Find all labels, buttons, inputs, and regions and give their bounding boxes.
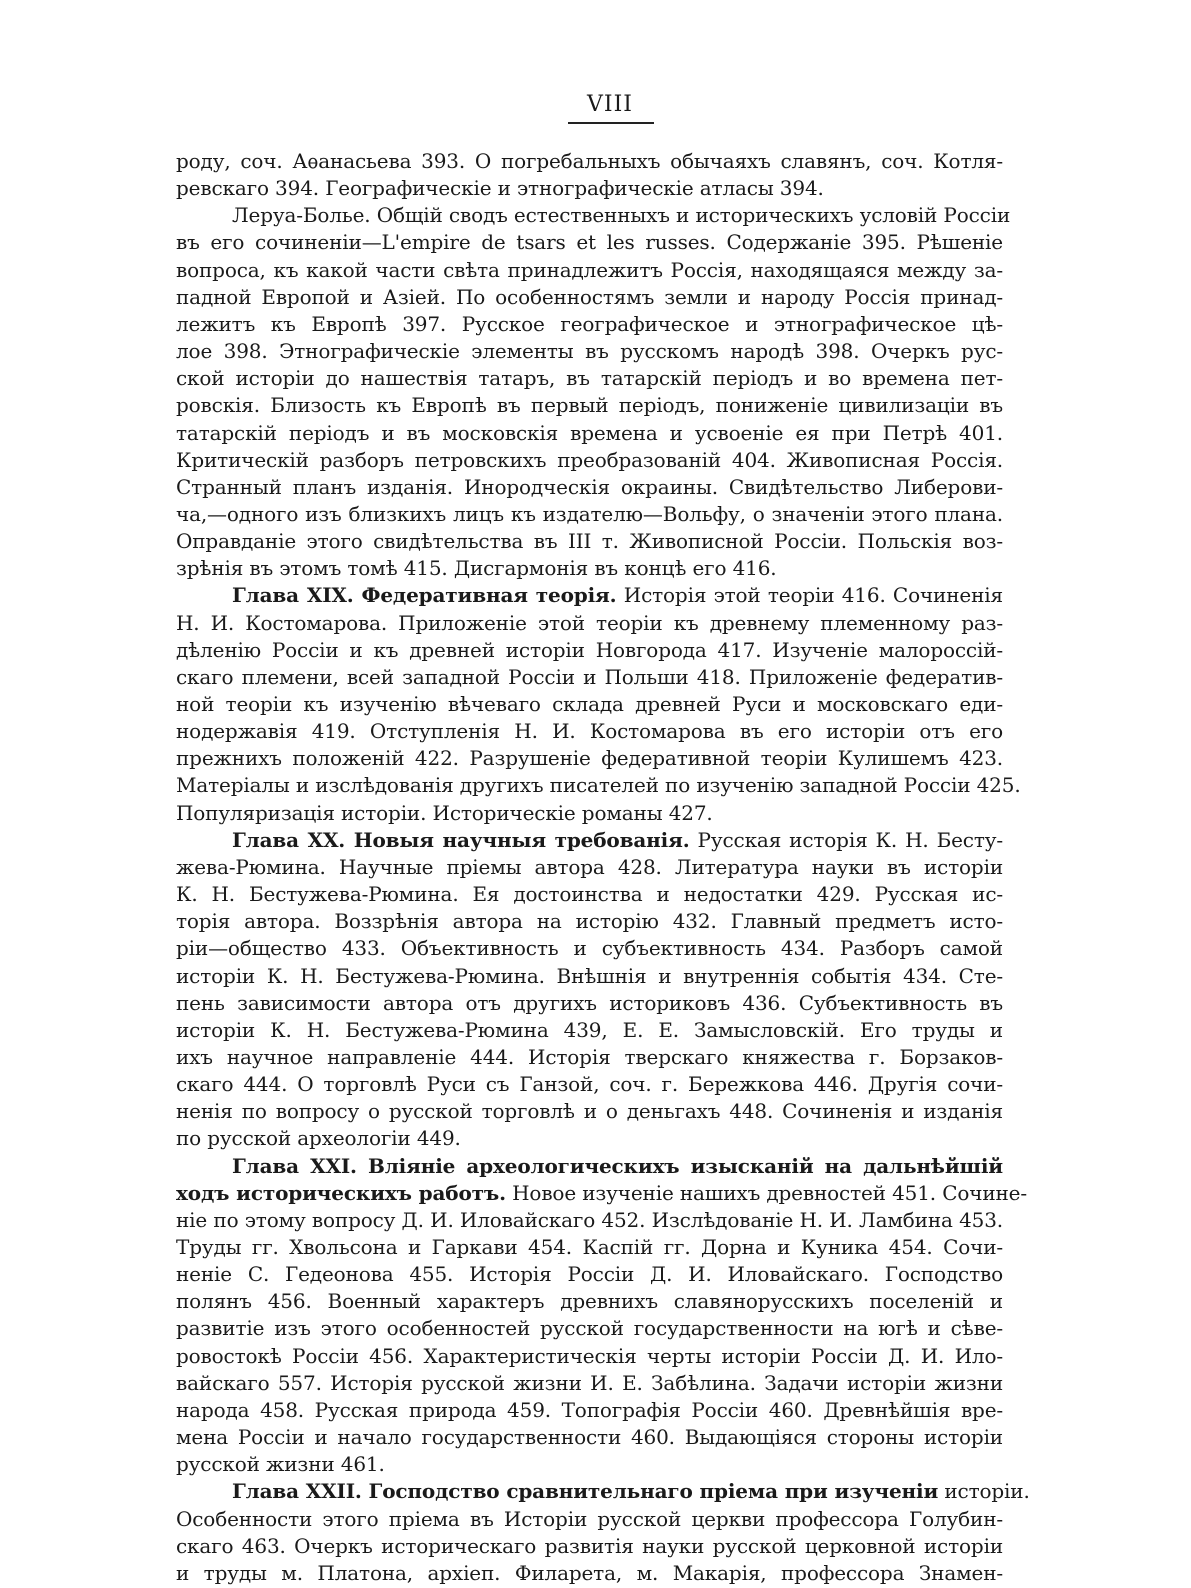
line-text: Труды гг. Хвольсона и Гаркави 454. Каспій гг. Дорна и Куника 454. Сочи- [176, 1235, 1003, 1259]
line-text: Оправданіе этого свидѣтельства въ III т. Живописной Россіи. Польскія воз- [176, 529, 1003, 554]
line-text: пень зависимости автора отъ другихъ историковъ 436. Субъективность въ [176, 990, 1003, 1015]
text-line [176, 1343, 1003, 1370]
text-line [176, 1261, 1003, 1288]
text-line [176, 1071, 1003, 1098]
line-text: нодержавія 419. Отступленія Н. И. Костомарова въ его исторіи отъ его [176, 719, 1003, 744]
line-text: Популяризація исторіи. Историческіе романы 427. [176, 800, 713, 825]
text-line [176, 555, 1003, 582]
line-text: Русская исторія К. Н. Бесту- [689, 827, 1003, 852]
text-line [176, 1506, 1003, 1533]
line-text: ровостокѣ Россіи 456. Характеристическія черты исторіи Россіи Д. И. Ило- [176, 1343, 1003, 1368]
line-text: скаго 463. Очеркъ историческаго развитія науки русской церковной исторіи [176, 1533, 1003, 1558]
chapter-heading-line [232, 827, 1003, 854]
text-line [176, 1234, 1003, 1261]
text-line [176, 229, 1003, 256]
chapter-title: Глава XX. Новыя научныя требованія. [232, 827, 690, 852]
text-line [176, 1424, 1003, 1451]
text-line [176, 1370, 1003, 1397]
text-line [176, 392, 1003, 419]
text-line [176, 338, 1003, 365]
text-line [176, 420, 1003, 447]
text-line [176, 1207, 1003, 1234]
text-line [176, 1397, 1003, 1424]
text-line [176, 935, 1003, 962]
line-text: ской исторіи до нашествія татаръ, въ татарскій періодъ и во времена пет- [176, 366, 1003, 391]
text-line [176, 175, 1003, 202]
page-number-rule [568, 122, 654, 124]
text-line [176, 1098, 1003, 1125]
text-line [176, 610, 1003, 637]
line-text: жева-Рюмина. Научные пріемы автора 428. Литература науки въ исторіи [176, 854, 1003, 879]
chapter-title: ходъ историческихъ работъ. [176, 1180, 506, 1205]
line-text: Леруа-Болье. Общій сводъ естественныхъ и историческихъ условій Россіи [232, 203, 1011, 228]
text-line [176, 908, 1003, 935]
line-text: роду, соч. Аѳанасьева 393. О погребальныхъ обычаяхъ славянъ, соч. Котля- [176, 149, 1003, 173]
text-line [176, 718, 1003, 745]
line-text: вайскаго 557. Исторія русской жизни И. Е. Забѣлина. Задачи исторіи жизни [176, 1370, 1003, 1395]
line-text: ной теоріи къ изученію вѣчеваго склада древней Руси и московскаго еди- [176, 692, 1003, 716]
text-line [176, 800, 1003, 827]
line-text: неніе С. Гедеонова 455. Исторія Россіи Д. И. Иловайскаго. Господство [176, 1262, 1003, 1287]
text-line [176, 1533, 1003, 1560]
line-text: русской жизни 461. [176, 1452, 385, 1477]
line-text: ніе по этому вопросу Д. И. Иловайскаго 452. Изслѣдованіе Н. И. Ламбина 453. [176, 1207, 1003, 1232]
line-text: ріи—общество 433. Объективность и субъективность 434. Разборъ самой [176, 936, 1003, 961]
chapter-title: Глава XXII. Господство сравнительнаго пріема при изученіи [232, 1479, 939, 1504]
text-line [176, 691, 1003, 718]
line-text: Особенности этого пріема въ Исторіи русской церкви профессора Голубин- [176, 1506, 1003, 1531]
text-line [176, 854, 1003, 881]
line-text: развитіе изъ этого особенностей русской государственности на югѣ и сѣве- [176, 1316, 1003, 1341]
text-line [176, 148, 1003, 175]
text-line [232, 202, 1011, 229]
text-line [176, 1017, 1003, 1044]
line-text: ненія по вопросу о русской торговлѣ и о деньгахъ 448. Сочиненія и изданія [176, 1099, 1003, 1124]
line-text: дѣленію Россіи и къ древней исторіи Новгорода 417. Изученіе малороссій- [176, 637, 1003, 662]
line-text: ча,—одного изъ близкихъ лицъ къ издателю—Вольфу, о значеніи этого плана. [176, 501, 1003, 526]
line-text: ревскаго 394. Географическіе и этнографическіе атласы 394. [176, 176, 824, 201]
chapter-title: Глава XXI. Вліяніе археологическихъ изысканій на дальнѣйшій [232, 1153, 1003, 1178]
line-text: зрѣнія въ этомъ томѣ 415. Дисгармонія въ концѣ его 416. [176, 556, 777, 581]
line-text: скаго 444. О торговлѣ Руси съ Ганзой, соч. г. Бережкова 446. Другія сочи- [176, 1072, 1003, 1097]
line-text: татарскій періодъ и въ московскія времена и усвоеніе ея при Петрѣ 401. [176, 420, 1003, 445]
text-line [176, 447, 1003, 474]
line-text: Н. И. Костомарова. Приложеніе этой теоріи къ древнему племенному раз- [176, 610, 1003, 635]
line-text: прежнихъ положеній 422. Разрушеніе федеративной теоріи Кулишемъ 423. [176, 746, 1003, 771]
line-text: по русской археологіи 449. [176, 1126, 461, 1151]
line-text: падной Европой и Азіей. По особенностямъ земли и народу Россія принад- [176, 284, 1003, 309]
text-line [176, 257, 1003, 284]
text-line [176, 365, 1003, 392]
line-text: народа 458. Русская природа 459. Топографія Россіи 460. Древнѣйшія вре- [176, 1397, 1003, 1422]
text-line [176, 1125, 1003, 1152]
line-text: полянъ 456. Военный характеръ древнихъ славянорусскихъ поселеній и [176, 1289, 1003, 1314]
text-line [176, 1288, 1003, 1315]
line-text: Исторія этой теоріи 416. Сочиненія [616, 583, 1003, 608]
line-text: исторіи. [938, 1479, 1030, 1504]
line-text: Новое изученіе нашихъ древностей 451. Сочине- [505, 1180, 1027, 1205]
text-line [176, 745, 1003, 772]
text-line [176, 528, 1003, 555]
chapter-heading-line [176, 1180, 1027, 1207]
line-text: мена Россіи и начало государственности 460. Выдающіяся стороны исторіи [176, 1425, 1003, 1450]
chapter-title: Глава XIX. Федеративная теорія. [232, 583, 617, 608]
line-text: лое 398. Этнографическіе элементы въ русскомъ народѣ 398. Очеркъ рус- [176, 339, 1003, 364]
line-text: вопроса, къ какой части свѣта принадлежитъ Россія, находящаяся между за- [176, 257, 1003, 282]
chapter-heading-line [232, 1153, 1003, 1180]
text-line [176, 990, 1003, 1017]
text-line [176, 881, 1003, 908]
line-text: торія автора. Воззрѣнія автора на исторію 432. Главный предметъ исто- [176, 909, 1003, 934]
line-text: Критическій разборъ петровскихъ преобразованій 404. Живописная Россія. [176, 447, 1003, 472]
line-text: скаго племени, всей западной Россіи и Польши 418. Приложеніе федератив- [176, 664, 1003, 689]
text-line [176, 772, 1021, 799]
chapter-heading-line [232, 582, 1003, 609]
chapter-heading-line [232, 1478, 1030, 1505]
text-line [176, 637, 1003, 664]
text-line [176, 284, 1003, 311]
text-line [176, 474, 1003, 501]
text-line [176, 1560, 1003, 1587]
line-text: исторіи К. Н. Бестужева-Рюмина 439, Е. Е. Замысловскій. Его труды и [176, 1017, 1003, 1042]
line-text: Матеріалы и изслѣдованія другихъ писателей по изученію западной Россіи 425. [176, 773, 1021, 798]
text-line [176, 1315, 1003, 1342]
text-line [176, 311, 1003, 338]
page-number: VIII [587, 92, 633, 117]
line-text: лежитъ къ Европѣ 397. Русское географическое и этнографическое цѣ- [176, 311, 1003, 336]
line-text: исторіи К. Н. Бестужева-Рюмина. Внѣшнія и внутреннія событія 434. Сте- [176, 963, 1003, 988]
line-text: К. Н. Бестужева-Рюмина. Ея достоинства и недостатки 429. Русская ис- [176, 882, 1003, 907]
line-text: въ его сочиненіи—L'empire de tsars et les russes. Содержаніе 395. Рѣшеніе [176, 230, 1003, 255]
line-text: ихъ научное направленіе 444. Исторія тверскаго княжества г. Борзаков- [176, 1044, 1003, 1069]
text-line [176, 501, 1003, 528]
text-line [176, 1451, 1003, 1478]
text-line [176, 963, 1003, 990]
text-line [176, 664, 1003, 691]
line-text: Странный планъ изданія. Инородческія окраины. Свидѣтельство Либерови- [176, 474, 1003, 499]
line-text: ровскія. Близость къ Европѣ въ первый періодъ, пониженіе цивилизаціи въ [176, 393, 1003, 418]
text-line [176, 1044, 1003, 1071]
line-text: и труды м. Платона, архіеп. Филарета, м. Макарія, профессора Знамен- [176, 1560, 1003, 1585]
